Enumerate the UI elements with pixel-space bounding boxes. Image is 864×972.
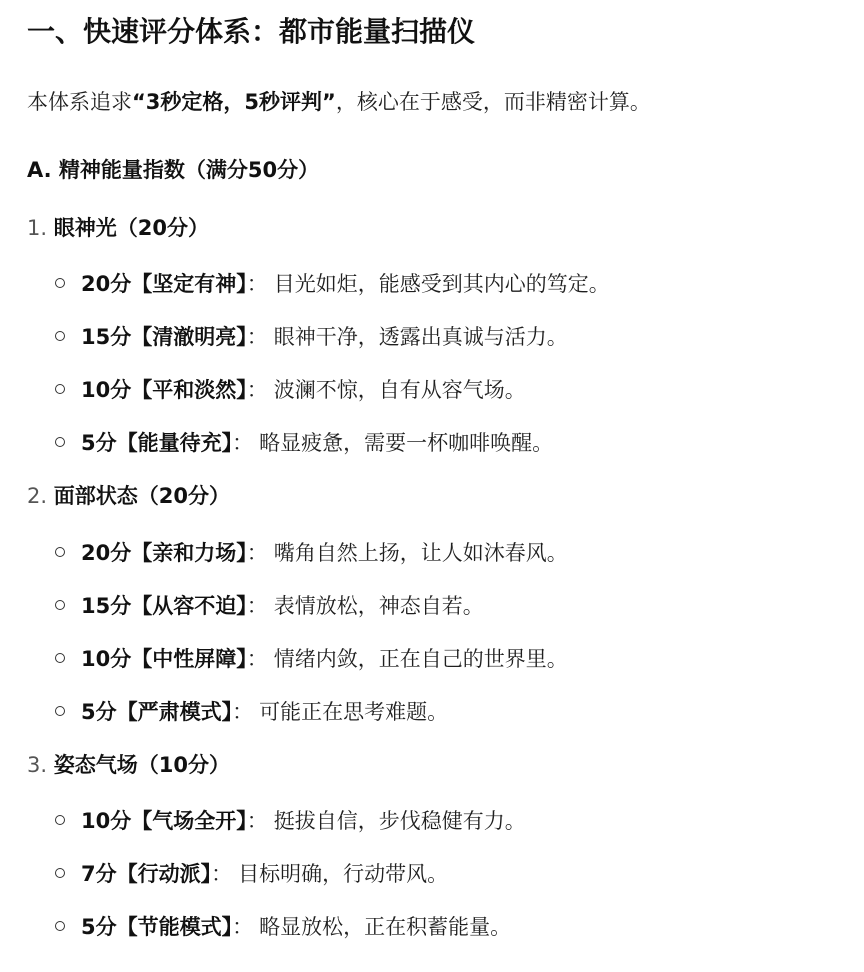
list-item [55, 374, 526, 406]
criterion-number: 3. [27, 753, 48, 777]
list-item [55, 268, 610, 300]
level-colon: ： [246, 325, 268, 349]
criterion-posture-aura [27, 749, 230, 781]
level-label: 15分【从容不迫】 [81, 594, 247, 618]
level-colon: ： [246, 378, 268, 402]
level-colon: ： [246, 809, 268, 833]
list-item [55, 643, 568, 675]
list-item [55, 537, 568, 569]
circle-bullet-icon [55, 437, 65, 447]
level-label: 20分【亲和力场】 [81, 541, 247, 565]
level-colon: ： [211, 862, 233, 886]
level-label: 5分【节能模式】 [81, 915, 233, 939]
list-item [55, 858, 448, 890]
level-description: 略显疲惫，需要一杯咖啡唤醒。 [259, 431, 554, 455]
section-heading: A. 精神能量指数（满分50分） [27, 158, 320, 182]
circle-bullet-icon [55, 547, 65, 557]
level-label: 10分【中性屏障】 [81, 647, 247, 671]
level-description: 可能正在思考难题。 [259, 700, 449, 724]
level-label: 10分【平和淡然】 [81, 378, 247, 402]
level-description: 略显放松，正在积蓄能量。 [259, 915, 512, 939]
criterion-eye-light [27, 212, 209, 244]
level-description: 情绪内敛，正在自己的世界里。 [273, 647, 568, 671]
level-description: 挺拔自信，步伐稳健有力。 [273, 809, 526, 833]
criterion-title: 姿态气场（10分） [53, 753, 230, 777]
criterion-facial-state [27, 480, 230, 512]
level-label: 5分【能量待充】 [81, 431, 233, 455]
list-item [55, 696, 448, 728]
criterion-number: 2. [27, 484, 48, 508]
level-label: 5分【严肃模式】 [81, 700, 233, 724]
circle-bullet-icon [55, 331, 65, 341]
level-colon: ： [232, 431, 254, 455]
list-item [55, 805, 526, 837]
level-description: 目光如炬，能感受到其内心的笃定。 [273, 272, 610, 296]
circle-bullet-icon [55, 653, 65, 663]
level-description: 眼神干净，透露出真诚与活力。 [273, 325, 568, 349]
circle-bullet-icon [55, 384, 65, 394]
level-colon: ： [232, 700, 254, 724]
level-description: 嘴角自然上扬，让人如沐春风。 [273, 541, 568, 565]
circle-bullet-icon [55, 868, 65, 878]
level-description: 目标明确，行动带风。 [238, 862, 449, 886]
level-description: 波澜不惊，自有从容气场。 [273, 378, 526, 402]
level-label: 20分【坚定有神】 [81, 272, 247, 296]
level-colon: ： [246, 541, 268, 565]
page-title: 一、快速评分体系：都市能量扫描仪 [27, 15, 476, 48]
circle-bullet-icon [55, 815, 65, 825]
level-colon: ： [232, 915, 254, 939]
circle-bullet-icon [55, 600, 65, 610]
level-label: 15分【清澈明亮】 [81, 325, 247, 349]
level-colon: ： [246, 647, 268, 671]
intro-suffix: ，核心在于感受，而非精密计算。 [335, 90, 651, 114]
circle-bullet-icon [55, 278, 65, 288]
level-label: 10分【气场全开】 [81, 809, 247, 833]
list-item [55, 911, 511, 943]
intro-prefix: 本体系追求 [27, 90, 132, 114]
intro-emphasis: “3秒定格，5秒评判” [132, 90, 336, 114]
circle-bullet-icon [55, 706, 65, 716]
level-label: 7分【行动派】 [81, 862, 212, 886]
list-item [55, 590, 484, 622]
criterion-title: 面部状态（20分） [53, 484, 230, 508]
intro-paragraph [27, 86, 651, 118]
level-description: 表情放松，神态自若。 [273, 594, 484, 618]
level-colon: ： [246, 272, 268, 296]
criterion-number: 1. [27, 216, 48, 240]
level-colon: ： [246, 594, 268, 618]
list-item [55, 427, 553, 459]
criterion-title: 眼神光（20分） [53, 216, 209, 240]
list-item [55, 321, 568, 353]
circle-bullet-icon [55, 921, 65, 931]
